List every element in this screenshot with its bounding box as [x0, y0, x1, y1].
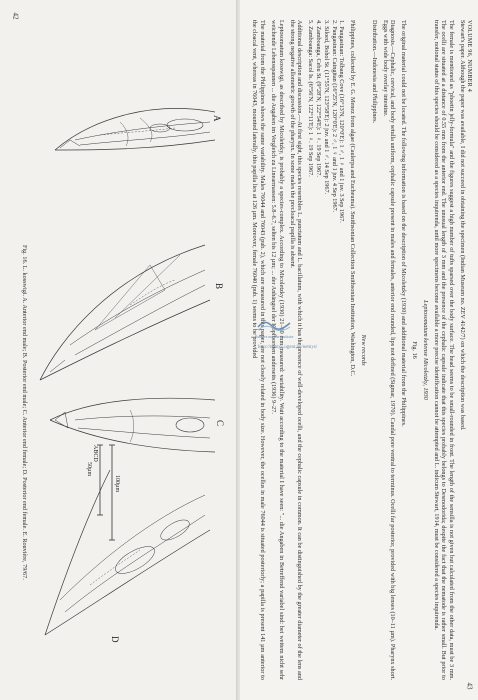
- paragraph-diagnosis: Diagnosis.—Cephalic, cervical, and body setulla uniform, cephalic capsule present in males and females, anterior end rounded, lips not defined (Sigmar, 1970). Caudal pore ventral to terminus. Ocelli far posterior, provided with big lenses (10–11 µm). Pharynx short. Eggs with wide body overlay intestine.: [381, 20, 397, 680]
- record-item: 1. Pangasinan: Tolbang Cove (16°13'N, 120°0'E): 1 ♂, 1 ♀ and 1 juv. 3 Sep 1967.: [338, 20, 346, 223]
- paragraph-additional: Additional description and discussion.—At first sight, this species resembles L. punctatum and L. bacillatum, with which it has the presence of well-developed ocelli, and the cephalic capsule in common. It can be distinguished by the greater diameter of the lens and the strong negative allometric growth of the pharynx. In some males the precloacal papilla is absent.: [288, 20, 304, 680]
- scale-label-50: 50µm: [86, 462, 92, 477]
- panel-c-drawing: [50, 398, 215, 452]
- record-item: 4. Zamboanga, Cebu St. (9°28'N, 122°54'E): 1 ♀. 19 Sep 1967.: [315, 20, 323, 177]
- paragraph-distribution: Distribution.—Indonesia and Philippines.: [370, 20, 378, 124]
- paragraph-1: Stewart's paper. Although the paper was available, I did not succeed in obtaining the specimen (Indian Museum no. ZEV 4142/7) on which the description was based.: [459, 20, 466, 431]
- panel-a-drawing: [55, 108, 215, 150]
- left-page: [0, 0, 238, 700]
- paragraph-complex: Leptosomatum kosswigi, as described by Micoletzky, is probably a species-complex. According to Micoletzky (1930) 21–30 mm measured: variability. Wait according to the material I have seen: "... die Angaben in Betreffend variabel sind: bei weitem nicht sehr weichende Lebensspannen ... die Angaben im Vergleich zu Linearmassen: 5.8–6.7, selten bis 12 µm; ... der Anhängsel der Kopfborsten anderseits (1936) 9–27.: [270, 20, 285, 680]
- record-item: 2. Pangasinan: Caingitan (16°25'N, 120°0'E): 2 ♂, 1 ♀ and 1 juv. 4 Sep 1967.: [330, 20, 338, 213]
- left-page-number: 42: [11, 12, 20, 20]
- right-page: [240, 0, 478, 700]
- scale-label-abcd: ABCD: [92, 445, 98, 462]
- scale-bars: [97, 445, 115, 540]
- scale-label-100: 100µm: [114, 475, 120, 493]
- panel-label-d: D: [110, 636, 120, 643]
- paragraph-3: The original material could not be located. The following information is based on the description of Micoletzky (1930) and additional material from the Philippines.: [400, 20, 408, 427]
- watermark-url: http://nemys.ugent.be/nemys/: [258, 345, 318, 350]
- panel-label-a: A: [212, 115, 222, 122]
- vliz-wave-icon: [257, 318, 291, 332]
- running-head: VOLUME 96, NUMBER 4: [466, 20, 472, 93]
- paragraph-records: Philippines, collected by E. G. Menez from algae (Caulerpa and Eucheuma). Smithsonian Collection Smithsonian Institution, Washington, D.C.: [349, 20, 357, 377]
- panel-label-c: C: [215, 420, 225, 427]
- paragraph-2: The female is mentioned as "phoetin jelly-formula" and the figures suggest a high number of tufts sparsed over the body surface. The head seems to be small-rounded in front. The length of the sensilla is not given but calculated from the other data, must be 3 mm. The ocelli are situated at a distance of 0.55 mm from the anterior end. The unusual length of 3 mm and the presence of the cephalic capsule indicate that this species probably belongs to Desmodorida; despite the fact that the nematode is rather small. But prior to transfer, notional status of this species should be considered as a species inquirenda, until more specimens become available a more precise identification cannot be attempted and L. indicum Stewart, 1914, must be considered a species inquirenda.: [432, 20, 456, 680]
- right-page-number: 43: [465, 682, 474, 690]
- vliz-logo-text: flanders marine institute: [254, 334, 294, 339]
- panel-label-b: B: [214, 283, 224, 290]
- species-heading: Leptosomatum keiense Micoletzky, 1930: [421, 300, 429, 400]
- vliz-logo: [254, 318, 294, 339]
- record-item: 3. Siloed, Bohol St. (11°55'N, 123°58'E): 2 juv. and 1 ♂. 14 Sep 1967.: [322, 20, 330, 195]
- new-records-heading: New records: [360, 334, 368, 366]
- record-item: 5. Zamboanga: Sacol Is. (6°56'N, 122°11'E): 1 ♀. 19 Sep 1967.: [307, 20, 315, 177]
- paragraph-philippines: The material from the Philippines shows the same variability. Males 76044 and 76043 (pub. 2), which are measured in this paper, are not closely related in body size. However, the ocellus in male 76044 is situated posteriorly; a papilla is present 141 µm anterior to the cloacal vent, whereas in 76043, mounted laterally, this papilla lies at 126 µm. Moreover, female 76040 (pub. 1) seems to be provided: [251, 20, 267, 680]
- figure-reference: Fig. 16: [411, 341, 419, 359]
- figure-caption: Fig. 16. L. kosswigi. A. Anterior end male; B. Posterior end male; C. Anterior end female; D. Posterior end female. E. Rouvière, 79/67.: [21, 245, 28, 580]
- article-text: [250, 20, 472, 680]
- panel-d-drawing: [45, 470, 210, 635]
- figure-plate: [0, 0, 238, 700]
- panel-b-drawing: [40, 245, 210, 380]
